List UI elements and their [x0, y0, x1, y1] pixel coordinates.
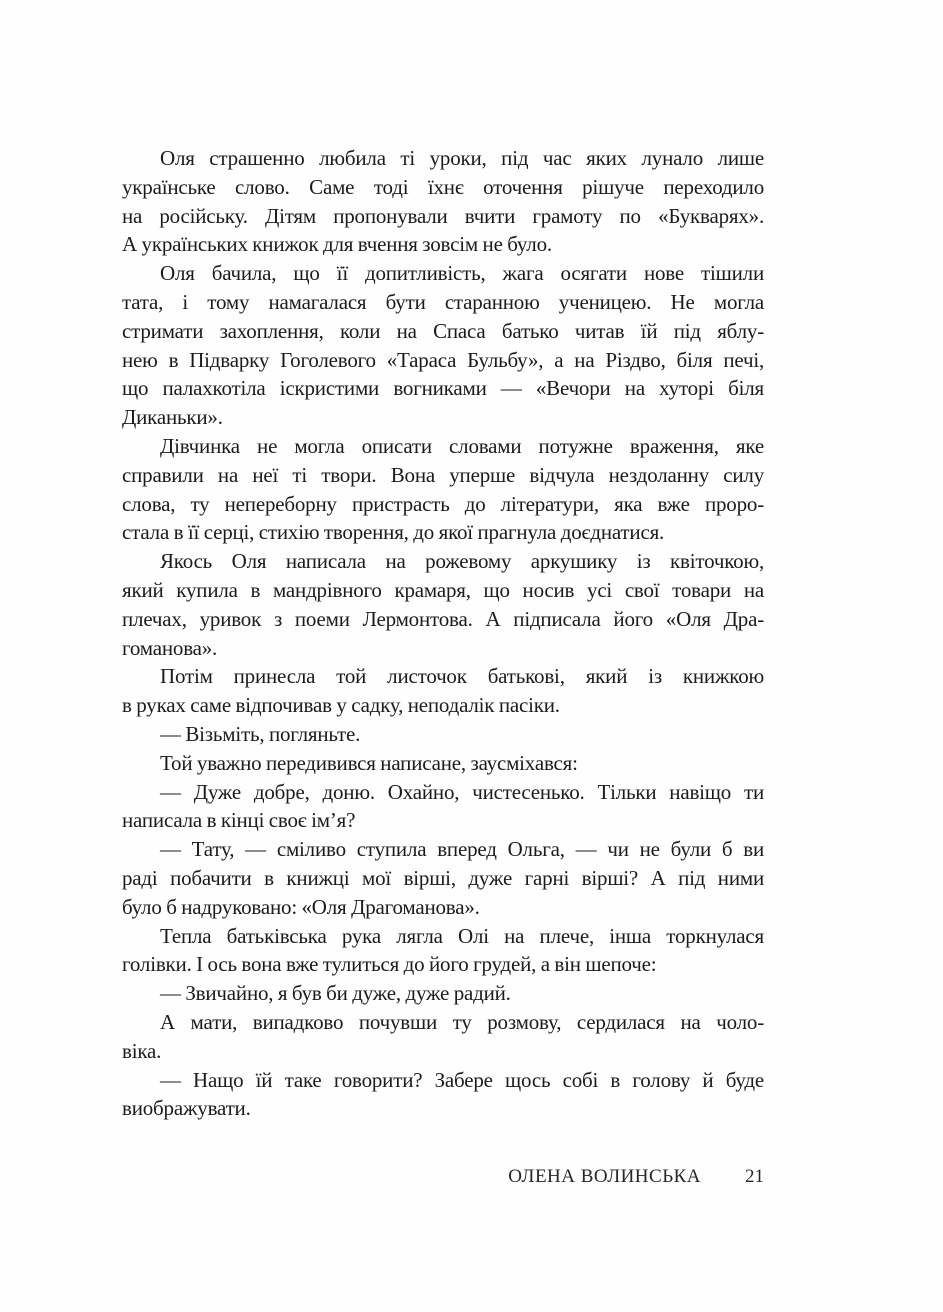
text-line: Дівчинка не могла описати словами потужне враження, яке	[160, 433, 764, 458]
text-line: справили на неї ті твори. Вона уперше відчула нездоланну силу	[122, 462, 764, 487]
text-line: голівки. І ось вона вже тулиться до його грудей, а він шепоче:	[122, 952, 657, 977]
text-line: А українських книжок для вчення зовсім не було.	[122, 232, 552, 257]
text-line: Той уважно передивився написане, заусміхався:	[160, 750, 578, 775]
paragraph	[122, 1008, 764, 1066]
footer-page-number: 21	[745, 1166, 764, 1187]
paragraph	[122, 259, 764, 432]
paragraph	[122, 432, 764, 547]
text-line: тата, і тому намагалася бути старанною ученицею. Не могла	[122, 289, 764, 314]
text-line: віка.	[122, 1038, 162, 1063]
paragraph	[122, 835, 764, 921]
text-line: раді побачити в книжці мої вірші, дуже гарні вірші? А під ними	[122, 865, 764, 890]
text-line: що палахкотіла іскристими вогниками — «Вечори на хуторі біля	[122, 376, 764, 401]
text-line: — Тату, — сміливо ступила вперед Ольга, — чи не були б ви	[160, 837, 764, 862]
paragraph	[122, 720, 764, 749]
page-footer	[122, 1163, 764, 1191]
paragraph	[122, 778, 764, 836]
footer-author: ОЛЕНА ВОЛИНСЬКА	[508, 1166, 701, 1187]
text-line: українське слово. Саме тоді їхнє оточення рішуче переходило	[122, 174, 764, 199]
text-line: плечах, уривок з поеми Лермонтова. А підписала його «Оля Дра-	[122, 606, 764, 631]
text-line: нею в Підварку Гоголевого «Тараса Бульбу», а на Різдво, біля печі,	[122, 347, 764, 372]
page-text	[122, 144, 764, 1123]
text-line: слова, ту непереборну пристрасть до літератури, яка вже проро-	[122, 491, 764, 516]
text-line: — Візьміть, погляньте.	[160, 721, 361, 746]
text-line: — Дуже добре, доню. Охайно, чистесенько. Тільки навіщо ти	[160, 779, 764, 804]
text-line: Потім принесла той листочок батькові, який із книжкою	[160, 664, 764, 689]
text-line: Якось Оля написала на рожевому аркушику із квіточкою,	[160, 549, 764, 574]
paragraph	[122, 144, 764, 259]
paragraph	[122, 1066, 764, 1124]
text-line: на російську. Дітям пропонували вчити грамоту по «Букварях».	[122, 203, 764, 228]
paragraph	[122, 749, 764, 778]
text-line: Оля страшенно любила ті уроки, під час яких лунало лише	[160, 146, 764, 170]
text-line: Тепла батьківська рука лягла Олі на плече, інша торкнулася	[160, 923, 764, 948]
text-line: Оля бачила, що її допитливість, жага осягати нове тішили	[160, 261, 764, 286]
text-line: А мати, випадково почувши ту розмову, сердилася на чоло-	[160, 1009, 764, 1034]
paragraph	[122, 979, 764, 1008]
text-line: написала в кінці своє ім’я?	[122, 808, 356, 833]
paragraph	[122, 547, 764, 662]
text-line: виображувати.	[122, 1096, 251, 1121]
paragraph	[122, 922, 764, 980]
text-line: в руках саме відпочивав у садку, неподалік пасіки.	[122, 693, 560, 718]
text-line: — Звичайно, я був би дуже, дуже радий.	[160, 981, 511, 1006]
text-line: було б надруковано: «Оля Драгоманова».	[122, 894, 480, 919]
text-line: стала в її серці, стихію творення, до якої прагнула доєднатися.	[122, 520, 665, 545]
text-line: стримати захоплення, коли на Спаса батько читав їй під яблу-	[122, 318, 764, 343]
text-line: Диканьки».	[122, 405, 223, 430]
text-line: гоманова».	[122, 635, 218, 660]
text-line: який купила в мандрівного крамаря, що носив усі свої товари на	[122, 577, 764, 602]
paragraph	[122, 662, 764, 720]
text-line: — Нащо їй таке говорити? Забере щось собі в голову й буде	[160, 1067, 764, 1092]
